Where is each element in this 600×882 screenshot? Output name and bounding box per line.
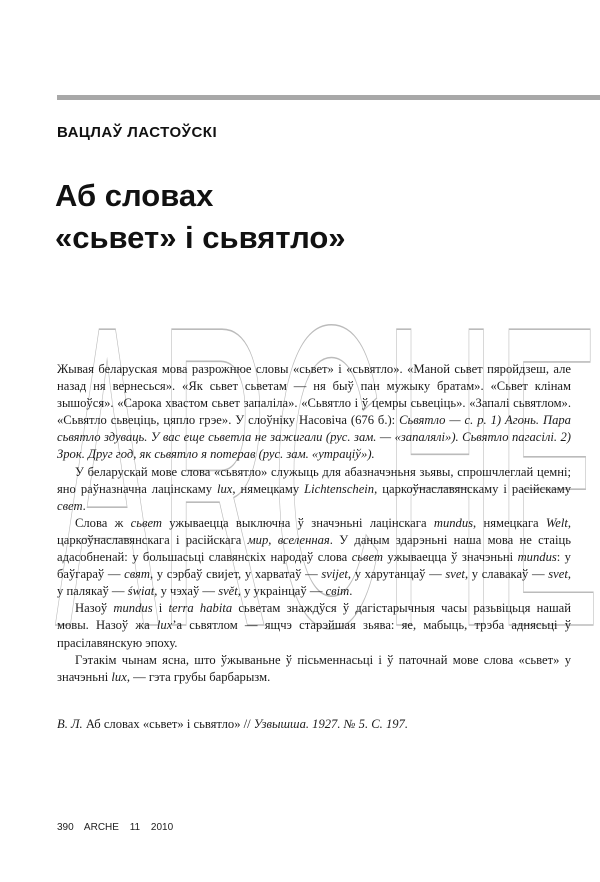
author-name: ВАЦЛАЎ ЛАСТОЎСКІ: [57, 124, 218, 141]
source-citation: В. Л. Аб словах «сьвет» і сьвятло» // Узвышша. 1927. № 5. С. 197.: [57, 717, 408, 731]
watermark-text: ARCHE: [55, 237, 600, 645]
header-rule: [57, 95, 600, 100]
paragraph-5: Гэтакім чынам ясна, што ўжываньне ў пісьменнасьці і ў паточнай мове слова «сьвет» у значэньні lux, — гэта грубы барбарызм.: [57, 652, 571, 684]
paragraph-1: Жывая беларуская мова разрожнюе словы «сьвет» і «сьвятло». «Маной сьвет пяройдзеш, але назад ня вернесься». «Як сьвет сьветам — ня быў пан мужыку братам». «Сьвет клінам зышоўся». «Сарока хвастом сьвет запаліла». «Сьвятло і ў цемры сьвеціць». «Запалі сьвятлом». «Сьвятло сьвеціць, цяпло грэе». У слоўніку Насовіча (676 б.): Сьвятло — с. р. 1) Агонь. Пара сьвятло здуваць. У вас еще сьветла не зажигали (рус. зам. — «запалялі»). Сьвятло пагасілі. 2) Зрок. Друг год, як сьвятло я потерав (рус. зам. «утраціў»).: [57, 362, 571, 462]
issue-year: 2010: [150, 822, 174, 833]
article-title: [55, 175, 575, 259]
issue-number: 11: [129, 822, 141, 833]
paragraph-2: У беларускай мове слова «сьвятло» служыць для абазначэньня зьявы, спрошчлеглай цемні; яно раўназначна лацінскаму lux, нямецкаму Lichtenschein, царкоўнаславянскаму і расійскаму свет.: [57, 464, 571, 513]
article-body: [57, 361, 571, 686]
paragraph-4: Назоў mundus і terra habita сьветам знаждўся ў дагістарычныя часы разьвіцьця нашай мовы. Назоў жа lux’а сьвятлом — ящчэ старэйшая зьява: яе, мабыць, трэба аднясьці ў прасілавянскую эпоху.: [57, 601, 572, 650]
title-line-1: Аб словах: [55, 178, 214, 213]
page-number: 390: [57, 822, 74, 833]
journal-name: ARCHE: [83, 822, 119, 833]
title-line-2: «сьвет» і сьвятло»: [55, 220, 346, 255]
paragraph-3: Слова ж сьвет ужываецца выключна ў значэньні лацінскага mundus, нямецкага Welt, царкоўнаславянскага і расійскага мир, вселенная. У даным здарэньні наша мова не стаіць адасобненай: у большасьці славянскіх народаў слова сьвет ужываецца ў значэньні mundus: у баўгараў — свят, у сэрбаў свијет, у харватаў — svijet, у харутанцаў — svet, у славакаў — svet, у палякаў — świat, у чэхаў — svět, у украінцаў — світ.: [57, 515, 571, 599]
page-footer: [57, 822, 179, 833]
